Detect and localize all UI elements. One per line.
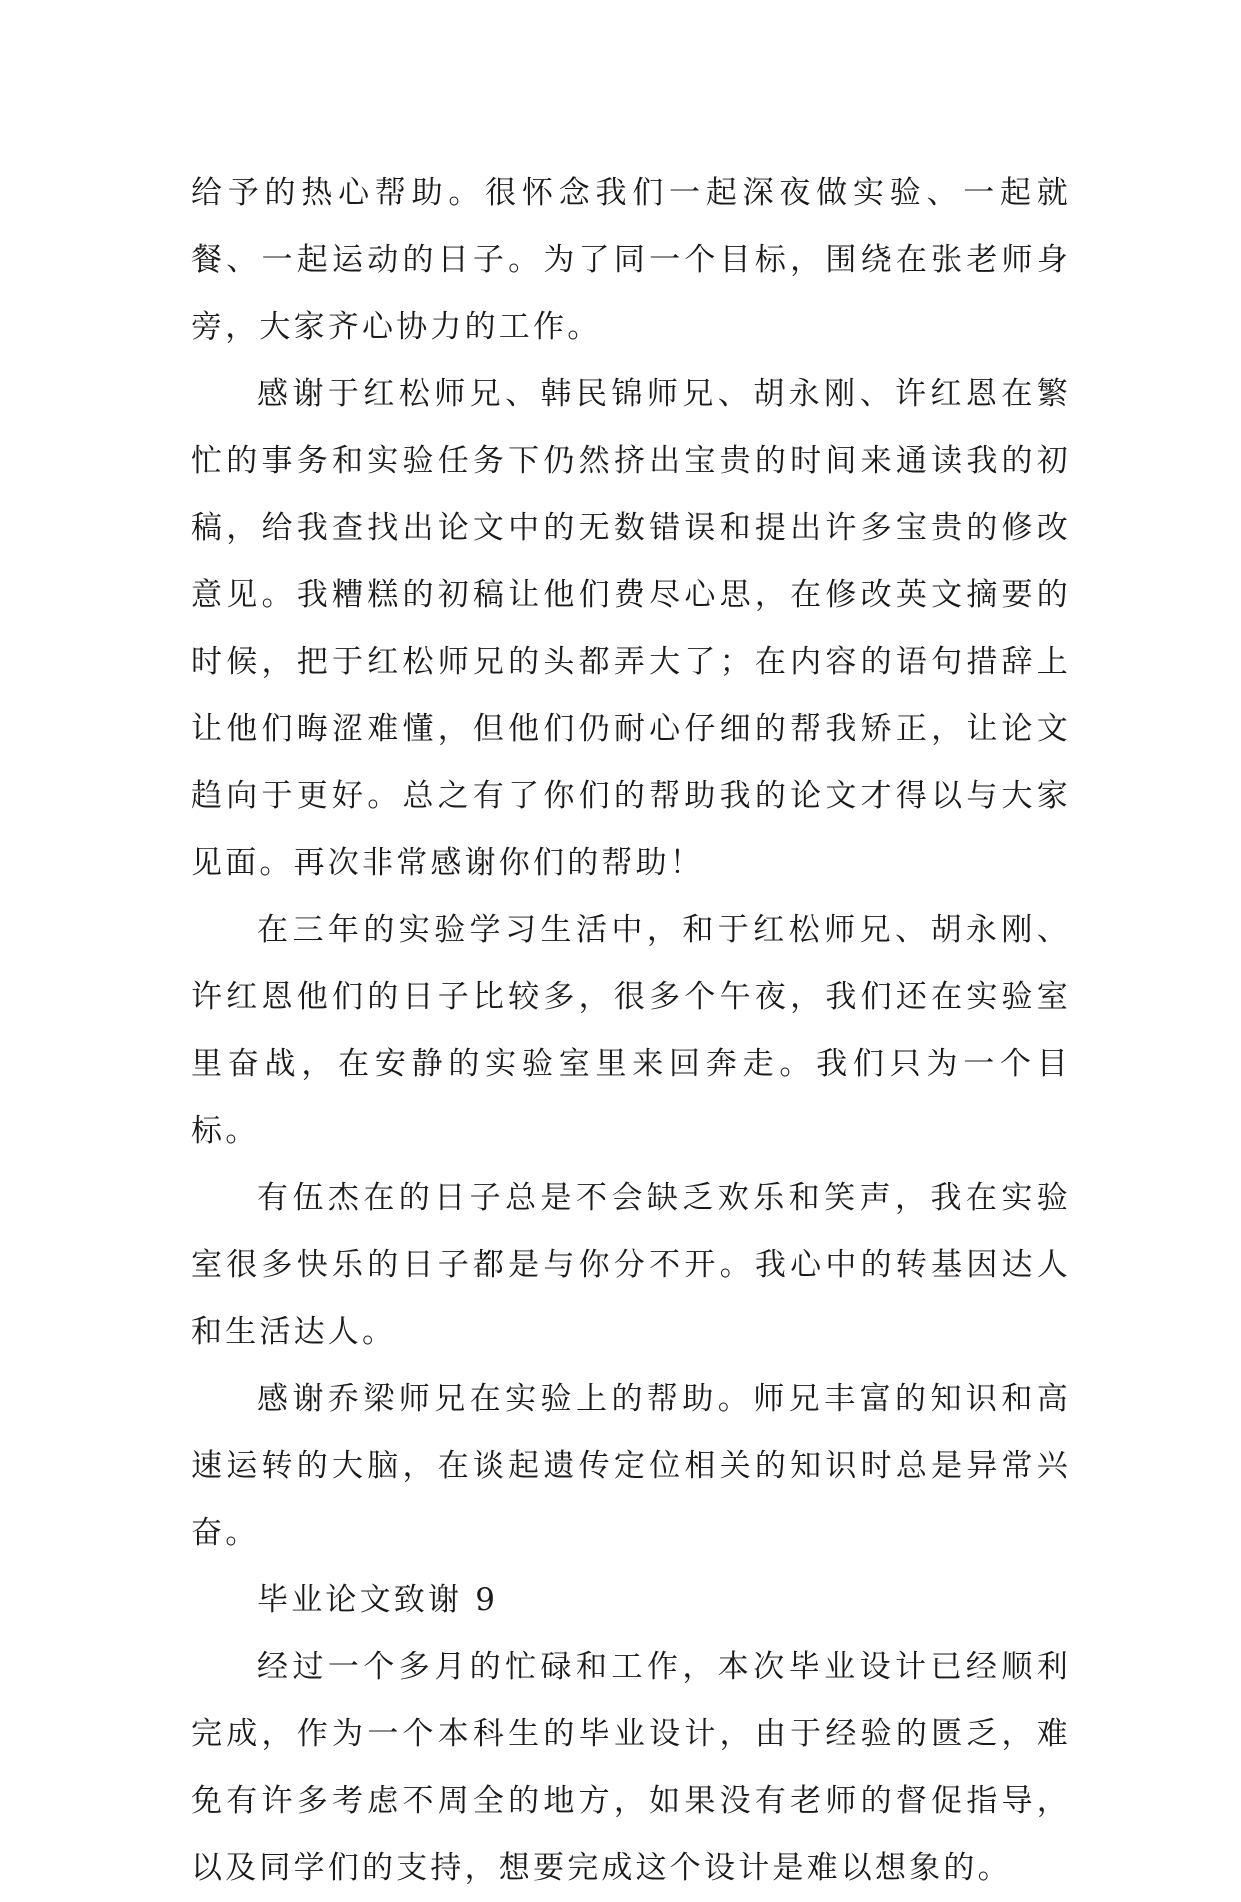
paragraph-qiaoliang: 感谢乔梁师兄在实验上的帮助。师兄丰富的知识和高速运转的大脑，在谈起遗传定位相关的知识时总是异常兴奋。	[191, 1381, 1071, 1551]
document-body	[191, 160, 1071, 1902]
section-heading: 毕业论文致谢 9	[257, 1582, 499, 1618]
paragraph-lab-life: 在三年的实验学习生活中，和于红松师兄、胡永刚、许红恩他们的日子比较多，很多个午夜，我们还在实验室里奋战，在安静的实验室里来回奔走。我们只为一个目标。	[191, 912, 1071, 1149]
paragraph-wujie: 有伍杰在的日子总是不会缺乏欢乐和笑声，我在实验室很多快乐的日子都是与你分不开。我心中的转基因达人和生活达人。	[191, 1180, 1071, 1350]
paragraph-continuation: 给予的热心帮助。很怀念我们一起深夜做实验、一起就餐、一起运动的日子。为了同一个目标，围绕在张老师身旁，大家齐心协力的工作。	[191, 175, 1071, 345]
paragraph-thanks-seniors: 感谢于红松师兄、韩民锦师兄、胡永刚、许红恩在繁忙的事务和实验任务下仍然挤出宝贵的时间来通读我的初稿，给我查找出论文中的无数错误和提出许多宝贵的修改意见。我糟糕的初稿让他们费尽心思，在修改英文摘要的时候，把于红松师兄的头都弄大了；在内容的语句措辞上让他们晦涩难懂，但他们仍耐心仔细的帮我矫正，让论文趋向于更好。总之有了你们的帮助我的论文才得以与大家见面。再次非常感谢你们的帮助！	[191, 376, 1071, 881]
paragraph-graduation-design: 经过一个多月的忙碌和工作，本次毕业设计已经顺利完成，作为一个本科生的毕业设计，由于经验的匮乏，难免有许多考虑不周全的地方，如果没有老师的督促指导，以及同学们的支持，想要完成这个设计是难以想象的。	[191, 1649, 1071, 1886]
